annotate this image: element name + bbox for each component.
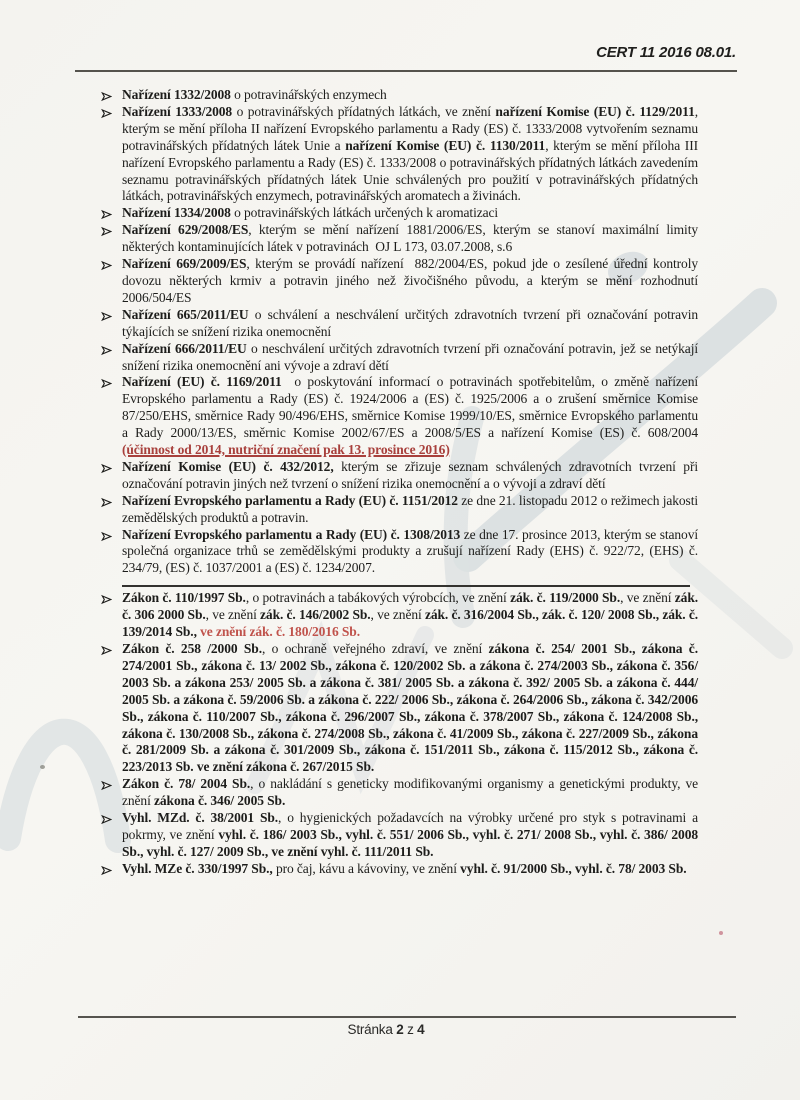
scan-speck [40, 765, 45, 769]
arrow-bullet-icon [101, 310, 112, 321]
scan-speck [719, 931, 723, 935]
arrow-bullet-icon [101, 344, 112, 355]
arrow-bullet-icon [101, 90, 112, 101]
list-item [100, 256, 702, 307]
text-run: kterým se zřizuje seznam schválených zdravotních tvrzení při označování potravin jiných než tvrzení o snížení rizika onemocnění a o vývoji a zdraví dětí [122, 458, 702, 491]
item-text [122, 374, 701, 457]
text-run: z [403, 1022, 418, 1037]
list-item [100, 374, 702, 459]
text-run: zákona č. 346/ 2005 Sb. [154, 793, 286, 809]
section-divider [122, 585, 690, 587]
text-run: Nařízení 669/2009/ES [122, 256, 247, 272]
text-run: , ve znění [370, 607, 425, 623]
footer-rule [78, 1016, 736, 1018]
item-text [122, 256, 701, 305]
section-eu-regulations [100, 87, 702, 577]
text-run: Zákon č. 78/ 2004 Sb. [122, 776, 251, 792]
text-run: , kterým se mění nařízení 1881/2006/ES, kterým se stanoví maximální limity některých kontaminujících látek v potravinách OJ L 173, 03.07.2008, s.6 [122, 222, 702, 255]
arrow-bullet-icon [101, 259, 112, 270]
document-code: CERT 11 2016 08.01. [596, 44, 736, 61]
text-run: o potravinářských látkách určených k aromatizaci [230, 205, 499, 221]
arrow-bullet-icon [101, 593, 112, 604]
item-text [122, 205, 498, 220]
list-item [100, 641, 702, 776]
text-run: ze dne 21. listopadu 2012 o režimech jakosti zemědělských produktů a potravin. [122, 492, 702, 525]
text-run: ve znění zák. č. 180/2016 Sb. [200, 624, 360, 640]
list-item [100, 861, 698, 878]
text-run: Vyhl. MZd. č. 38/2001 Sb. [122, 810, 279, 826]
text-run: Nařízení 1334/2008 [122, 205, 231, 221]
text-run: , kterým se mění příloha III nařízení Evropského parlamentu a Rady (ES) č. 1333/2008 o potravinářských přídatných látkách zavedením seznamu potravinářských přídatných látek Unie schválených pro použití v potravinářských přídatných látkách, potravinářských enzymech, potravinářských aromatech a živinách. [122, 137, 702, 204]
text-run: o neschválení určitých zdravotních tvrzení při označování potravin, jež se netýkají snížení rizika onemocnění ani vývoje a zdraví dětí [122, 340, 702, 373]
text-run: 2 [396, 1022, 404, 1037]
text-run: , kterým se mění příloha II nařízení Evropského parlamentu a Rady (ES) č. 1333/2008 vytvořením seznamu potravinářských přídatných látek Unie a [122, 103, 702, 153]
text-run: , ve znění [620, 590, 675, 606]
document-body [100, 87, 702, 878]
item-text [122, 222, 701, 254]
text-run: Zákon č. 110/1997 Sb. [122, 590, 246, 606]
text-run: Nařízení 1332/2008 [122, 87, 231, 102]
section-national-laws [100, 590, 702, 877]
item-text [122, 87, 387, 102]
text-run: Vyhl. MZe č. 330/1997 Sb., [122, 860, 273, 876]
header-rule [75, 70, 737, 72]
text-run: (účinnost od 2014, nutriční značení pak 13. prosince 2016) [122, 442, 450, 458]
list-item [100, 458, 702, 493]
list-item [100, 526, 702, 578]
text-run: o poskytování informací o potravinách spotřebitelům, o změně nařízení Evropského parlamentu a Rady (ES) č. 1924/2006 a (ES) č. 1925/2006 a o zrušení směrnice Komise 87/250/EHS, směrnice Rady 90/496/EHS, směrnice Komise 1999/10/ES, směrnice Evropského parlamentu a Rady 2000/13/ES, směrnic Komise 2002/67/ES a 2008/5/ES a nařízení Komise (ES) č. 608/2004 [122, 374, 702, 441]
text-run: nařízení Komise (EU) č. 1129/2011 [495, 103, 695, 119]
arrow-bullet-icon [101, 208, 112, 219]
list-item [100, 492, 702, 527]
text-run: , kterým se provádí nařízení 882/2004/ES, pokud jde o zesílené úřední kontroly dovozu některých krmiv a potravin jiného než živočišného původu, a kterým se mění rozhodnutí 2006/504/ES [122, 256, 702, 305]
text-run: nařízení Komise (EU) č. 1130/2011 [345, 137, 546, 153]
item-text [122, 590, 701, 639]
text-run: , ve znění [205, 607, 261, 623]
list-item [100, 222, 702, 256]
text-run: Nařízení 666/2011/EU [122, 340, 247, 356]
text-run: Nařízení 665/2011/EU [122, 306, 249, 322]
item-text [122, 307, 701, 339]
text-run: zák. č. 119/2000 Sb. [510, 590, 621, 606]
arrow-bullet-icon [101, 377, 112, 388]
list-item [100, 306, 702, 341]
text-run: o schválení a neschválení určitých zdravotních tvrzení při označování potravin týkajících se snížení rizika onemocnění [122, 306, 702, 339]
text-run: , o nakládání s geneticky modifikovanými organismy a genetickými produkty, ve znění [122, 776, 702, 809]
arrow-bullet-icon [101, 644, 112, 655]
text-run: zákona č. 254/ 2001 Sb., zákona č. 274/2001 Sb., zákona č. 13/ 2002 Sb., zákona č. 120/2002 Sb. a zákona č. 274/2003 Sb., zákona č. 356/ 2003 Sb. a zákona 253/ 2005 Sb. a zákona č. 381/ 2005 Sb. a zákona č. 392/ 2005 Sb. a zákona č. 444/ 2005 Sb. a zákona č. 59/2006 Sb. a zákona č. 222/ 2006 Sb., zákona č. 264/2006 Sb., zákona č. 342/2006 Sb., zákona č. 110/2007 Sb., zákona č. 296/2007 Sb., zákona č. 378/2007 Sb., zákona č. 124/2008 Sb., zákona č. 130/2008 Sb., zákona č. 274/2008 Sb., zákona č. 41/2009 Sb., zákona č. 227/2009 Sb., zákona č. 281/2009 Sb. a zákona č. 301/2009 Sb., zákona č. 151/2011 Sb., zákona č. 115/2012 Sb., zákona č. 223/2013 Sb. ve znění zákona č. 267/2015 Sb. [122, 641, 702, 775]
text-run: , o ochraně veřejného zdraví, ve znění [261, 641, 489, 656]
text-run: o potravinářských enzymech [230, 87, 387, 102]
text-run: Nařízení (EU) č. 1169/2011 [122, 374, 282, 390]
text-run: vyhl. č. 186/ 2003 Sb., vyhl. č. 551/ 2006 Sb., vyhl. č. 271/ 2008 Sb., vyhl. č. 386/ 2008 Sb., vyhl. č. 127/ 2009 Sb., ve znění vyhl. č. 111/2011 Sb. [122, 826, 702, 859]
text-run: ze dne 17. prosince 2013, kterým se stanoví společná organizace trhů se zemědělskými produkty a zrušují nařízení Rady (EHS) č. 922/72, (EHS) č. 234/79, (ES) č. 1037/2001 a (ES) č. 1234/2007. [122, 526, 702, 576]
item-text [122, 104, 701, 204]
text-run: Zákon č. 258 /2000 Sb. [122, 641, 262, 656]
text-run: Nařízení Evropského parlamentu a Rady (EU) č. 1151/2012 [122, 492, 458, 508]
list-item [100, 810, 702, 861]
text-run: Stránka [347, 1022, 397, 1037]
arrow-bullet-icon [101, 225, 112, 236]
arrow-bullet-icon [101, 813, 112, 824]
item-text [122, 459, 701, 491]
arrow-bullet-icon [101, 462, 112, 473]
item-text [122, 493, 701, 525]
text-run: Nařízení 629/2008/ES [122, 222, 249, 238]
text-run: zák. č. 306 2000 Sb. [122, 590, 702, 623]
arrow-bullet-icon [101, 107, 112, 118]
page-number [0, 1022, 772, 1037]
list-item [100, 87, 698, 104]
list-item [100, 590, 702, 641]
item-text [122, 776, 701, 808]
text-run: o potravinářských přídatných látkách, ve znění [232, 103, 496, 119]
text-run: zák. č. 316/2004 Sb., zák. č. 120/ 2008 Sb., zák. č. 139/2014 Sb., [122, 607, 702, 640]
item-text [122, 810, 701, 859]
text-run: pro čaj, kávu a kávoviny, ve znění [272, 860, 461, 876]
arrow-bullet-icon [101, 779, 112, 790]
text-run: vyhl. č. 91/2000 Sb., vyhl. č. 78/ 2003 Sb. [460, 860, 687, 876]
arrow-bullet-icon [101, 496, 112, 507]
text-run: , o hygienických požadavcích na výrobky určené pro styk s potravinami a pokrmy, ve znění [122, 810, 702, 842]
item-text [122, 341, 701, 373]
arrow-bullet-icon [101, 530, 112, 541]
item-text [122, 641, 701, 774]
text-run: Nařízení Evropského parlamentu a Rady (EU) č. 1308/2013 [122, 526, 461, 542]
item-text [122, 861, 687, 876]
item-text [122, 527, 701, 576]
text-run: 4 [417, 1022, 425, 1037]
list-item [100, 205, 698, 222]
list-item [100, 340, 702, 375]
list-item [100, 103, 702, 205]
text-run: , o potravinách a tabákových výrobcích, ve znění [245, 590, 511, 606]
text-run: Nařízení 1333/2008 [122, 103, 233, 119]
text-run: zák. č. 146/2002 Sb. [260, 607, 371, 623]
text-run: Nařízení Komise (EU) č. 432/2012, [122, 458, 334, 474]
arrow-bullet-icon [101, 864, 112, 875]
list-item [100, 776, 702, 810]
